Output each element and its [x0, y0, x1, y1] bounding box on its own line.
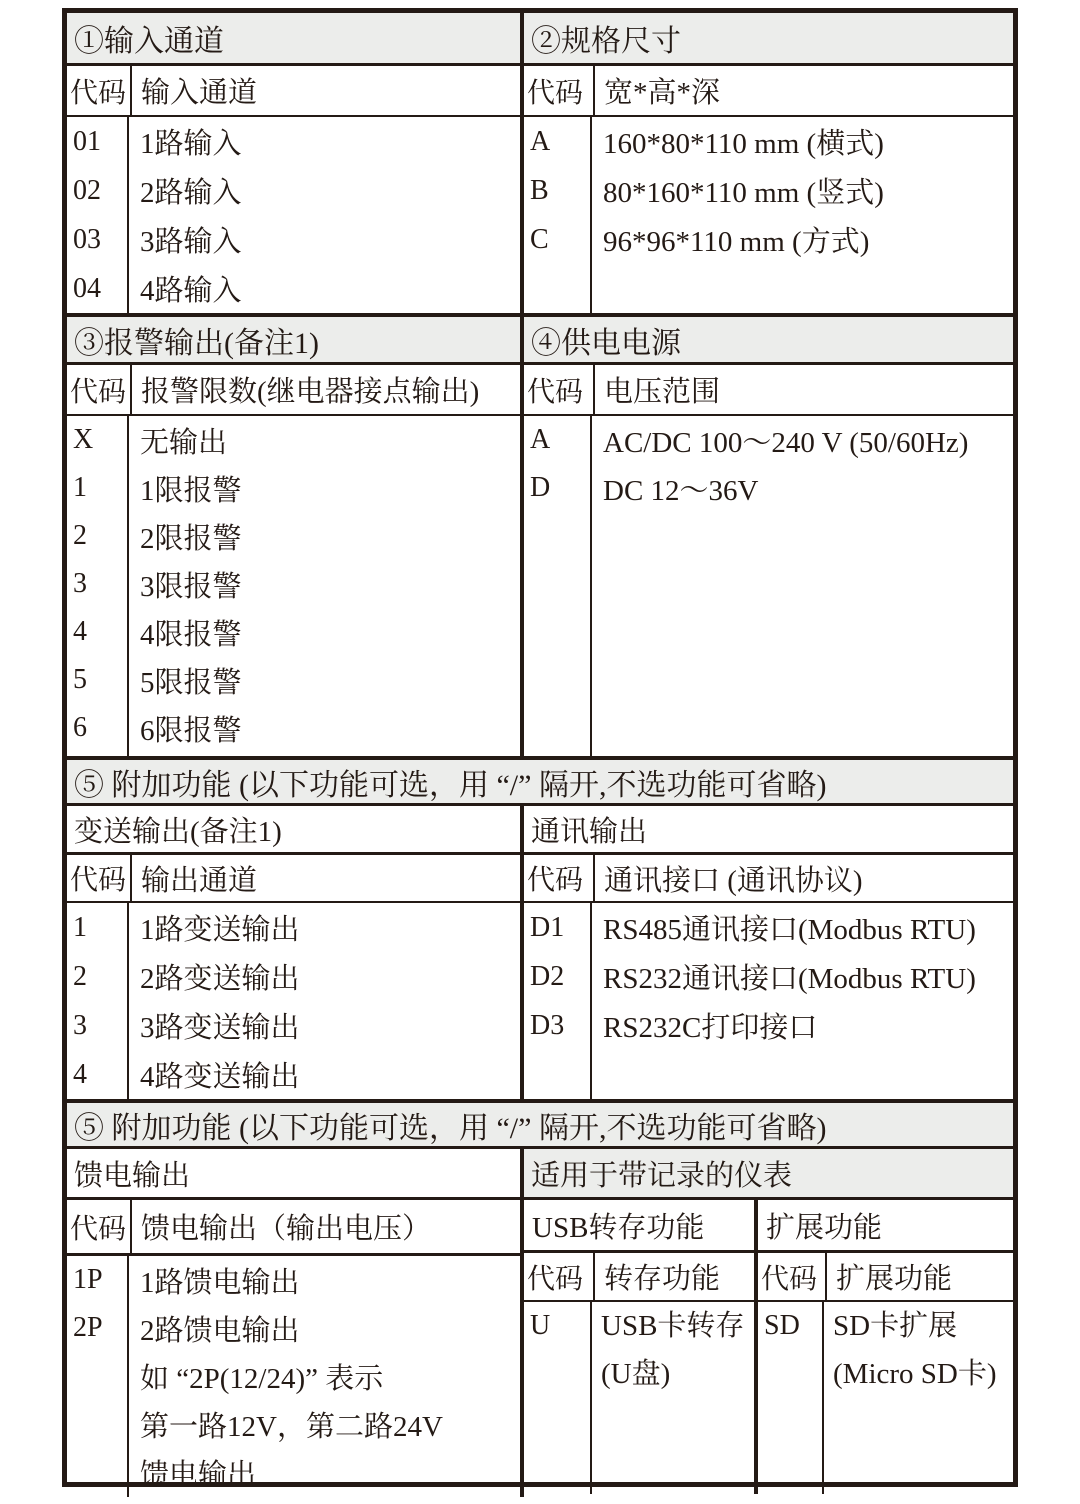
code-cell: C: [530, 223, 549, 255]
section4-header: ④供电电源: [524, 317, 1013, 365]
feed-subheader: [67, 1200, 520, 1256]
desc-cell: 5限报警: [140, 666, 242, 699]
code-cell: 1P: [73, 1264, 103, 1295]
desc-line: SD卡扩展: [833, 1310, 958, 1342]
code-column-header: 代码: [67, 66, 132, 115]
table-row: [67, 512, 520, 560]
section4-subheader: [524, 365, 1013, 416]
code-cell: 5: [73, 664, 87, 695]
desc-cell: AC/DC 100～240 V (50/60Hz): [603, 426, 969, 459]
table-row: [67, 1304, 520, 1352]
code-cell: 4: [73, 1058, 87, 1090]
desc-column-header: 宽*高*深: [604, 77, 721, 109]
section1-rows: [67, 117, 520, 313]
table-row: [524, 117, 1013, 166]
code-cell: D3: [530, 1009, 565, 1041]
table-row: [67, 215, 520, 264]
transmit-subheader: [67, 855, 520, 903]
record-subtables: [524, 1253, 1013, 1494]
code-column-header: 代码: [524, 1253, 595, 1300]
desc-column-header: 输入通道: [141, 77, 258, 109]
column-divider: [127, 903, 129, 1099]
desc-line: (Micro SD卡): [833, 1358, 997, 1390]
column-divider: [127, 416, 129, 756]
desc-cell: 2路馈电输出: [140, 1314, 300, 1347]
desc-column-header: 馈电输出（输出电压）: [141, 1213, 432, 1245]
table-row: [67, 560, 520, 608]
table-row: [524, 952, 1013, 1001]
column-divider: [822, 1302, 824, 1494]
desc-cell: DC 12～36V: [603, 474, 759, 507]
code-cell: 3: [73, 1009, 87, 1041]
code-column-header: 代码: [524, 365, 595, 414]
desc-cell: 4路输入: [140, 275, 242, 307]
code-cell: A: [530, 424, 551, 455]
desc-cell: 2限报警: [140, 522, 242, 555]
code-cell: 01: [73, 125, 101, 157]
code-column-header: 代码: [67, 365, 132, 414]
section-alarm-output: [67, 317, 520, 756]
section-dimensions: [520, 13, 1013, 313]
band-input-dimension: [67, 13, 1013, 313]
desc-cell: [592, 1302, 754, 1398]
code-column-header: 代码: [758, 1253, 827, 1300]
table-row: [67, 1050, 520, 1099]
section4-rows: [524, 416, 1013, 756]
section-record-instrument: [520, 1149, 1013, 1497]
code-cell: 02: [73, 174, 101, 206]
code-column-header: 代码: [67, 855, 132, 901]
desc-cell: 80*160*110 mm (竖式): [603, 177, 884, 209]
ordering-spec-table: [62, 8, 1018, 1491]
code-cell: SD: [764, 1310, 800, 1341]
desc-cell: 1限报警: [140, 474, 242, 507]
column-divider: [590, 1302, 592, 1494]
comm-rows: [524, 903, 1013, 1099]
band-feed-record: [67, 1149, 1013, 1497]
desc-cell: 1路馈电输出: [140, 1266, 300, 1299]
code-cell: 1: [73, 911, 87, 943]
table-row: [67, 1001, 520, 1050]
band-alarm-power: [67, 313, 1013, 756]
table-row: [524, 166, 1013, 215]
section-power-supply: [520, 317, 1013, 756]
desc-cell: 96*96*110 mm (方式): [603, 226, 870, 258]
usb-group-header: USB转存功能: [524, 1200, 758, 1250]
table-row: [524, 1302, 754, 1398]
comm-title: 通讯输出: [524, 806, 1013, 855]
desc-cell: 4限报警: [140, 618, 242, 651]
table-row: [67, 1256, 520, 1304]
desc-cell: 2路输入: [140, 177, 242, 209]
desc-cell: RS232C打印接口: [603, 1012, 818, 1044]
desc-cell: 第一路12V，第二路24V: [140, 1410, 443, 1443]
code-cell: B: [530, 174, 549, 206]
table-row: [67, 1400, 520, 1448]
desc-cell: 3限报警: [140, 570, 242, 603]
sd-rows: [758, 1302, 1013, 1494]
code-cell: D1: [530, 911, 565, 943]
code-cell: 2P: [73, 1312, 103, 1343]
code-cell: D2: [530, 960, 565, 992]
code-cell: 1: [73, 472, 87, 503]
record-group-row: [524, 1200, 1013, 1253]
desc-cell: 无输出: [140, 426, 228, 459]
usb-rows: [524, 1302, 754, 1494]
table-row: [524, 1001, 1013, 1050]
table-row: [67, 1448, 520, 1496]
table-row: [67, 416, 520, 464]
desc-line: (U盘): [601, 1358, 671, 1390]
desc-cell: 3路变送输出: [140, 1012, 300, 1044]
table-row: [524, 464, 1013, 512]
table-row: [524, 416, 1013, 464]
section3-subheader: [67, 365, 520, 416]
table-row: [67, 656, 520, 704]
desc-line: USB卡转存: [601, 1310, 745, 1342]
section2-rows: [524, 117, 1013, 313]
table-row: [67, 704, 520, 752]
code-column-header: 代码: [524, 66, 595, 115]
section1-subheader: [67, 66, 520, 117]
code-cell: 2: [73, 520, 87, 551]
column-divider: [590, 117, 592, 313]
record-title: 适用于带记录的仪表: [524, 1149, 1013, 1200]
code-cell: 03: [73, 223, 101, 255]
desc-cell: [824, 1302, 1013, 1398]
section2-subheader: [524, 66, 1013, 117]
band-transmit-comm: [67, 806, 1013, 1099]
desc-cell: 6限报警: [140, 714, 242, 747]
section3-rows: [67, 416, 520, 756]
code-cell: 04: [73, 272, 101, 304]
column-divider: [590, 903, 592, 1099]
desc-column-header: 输出通道: [141, 864, 258, 897]
section1-header: ①输入通道: [67, 13, 520, 66]
sd-subheader: [758, 1253, 1013, 1302]
sd-group-header: 扩展功能: [766, 1211, 883, 1244]
section5-header-2: ⑤ 附加功能 (以下功能可选，用 “/” 隔开,不选功能可省略): [67, 1099, 1013, 1149]
desc-cell: 1路输入: [140, 128, 242, 160]
table-row: [67, 903, 520, 952]
section-input-channels: [67, 13, 520, 313]
desc-cell: RS485通讯接口(Modbus RTU): [603, 914, 976, 946]
code-cell: U: [530, 1310, 551, 1341]
section2-header: ②规格尺寸: [524, 13, 1013, 66]
table-row: [67, 952, 520, 1001]
code-cell: 3: [73, 568, 87, 599]
table-row: [67, 117, 520, 166]
code-cell: D: [530, 472, 551, 503]
table-row: [67, 1352, 520, 1400]
comm-subheader: [524, 855, 1013, 903]
section-transmit-output: [67, 806, 520, 1099]
column-divider: [127, 1256, 129, 1497]
usb-subheader: [524, 1253, 754, 1302]
desc-cell: 160*80*110 mm (横式): [603, 128, 884, 160]
desc-cell: 馈电输出: [140, 1458, 257, 1491]
desc-cell: 1路变送输出: [140, 914, 300, 946]
table-row: [524, 215, 1013, 264]
transmit-rows: [67, 903, 520, 1099]
code-cell: X: [73, 424, 94, 455]
table-row: [67, 608, 520, 656]
table-row: [758, 1302, 1013, 1398]
code-cell: 4: [73, 616, 87, 647]
code-cell: 2: [73, 960, 87, 992]
table-row: [67, 264, 520, 313]
section-comm-output: [520, 806, 1013, 1099]
desc-cell: 4路变送输出: [140, 1061, 300, 1093]
table-row: [67, 166, 520, 215]
column-divider: [590, 416, 592, 756]
desc-cell: RS232通讯接口(Modbus RTU): [603, 963, 976, 995]
section-feed-output: [67, 1149, 520, 1497]
desc-column-header: 电压范围: [604, 376, 721, 408]
transmit-title: 变送输出(备注1): [67, 806, 520, 855]
table-row: [524, 903, 1013, 952]
section5-header-1: ⑤ 附加功能 (以下功能可选，用 “/” 隔开,不选功能可省略): [67, 756, 1013, 806]
feed-rows: [67, 1256, 520, 1497]
code-column-header: 代码: [524, 855, 595, 901]
desc-cell: 3路输入: [140, 226, 242, 258]
usb-subtable: [524, 1253, 758, 1494]
section3-header: ③报警输出(备注1): [67, 317, 520, 365]
table-row: [67, 464, 520, 512]
sd-subtable: [758, 1253, 1013, 1494]
feed-title: 馈电输出: [67, 1149, 520, 1200]
code-cell: 6: [73, 712, 87, 743]
desc-column-header: 报警限数(继电器接点输出): [141, 376, 480, 408]
desc-cell: 如 “2P(12/24)” 表示: [140, 1362, 384, 1395]
desc-column-header: 通讯接口 (通讯协议): [604, 864, 863, 897]
desc-column-header: 转存功能: [604, 1263, 721, 1295]
code-column-header: 代码: [67, 1200, 132, 1253]
desc-column-header: 扩展功能: [836, 1263, 953, 1295]
column-divider: [127, 117, 129, 313]
code-cell: A: [530, 125, 551, 157]
desc-cell: 2路变送输出: [140, 963, 300, 995]
